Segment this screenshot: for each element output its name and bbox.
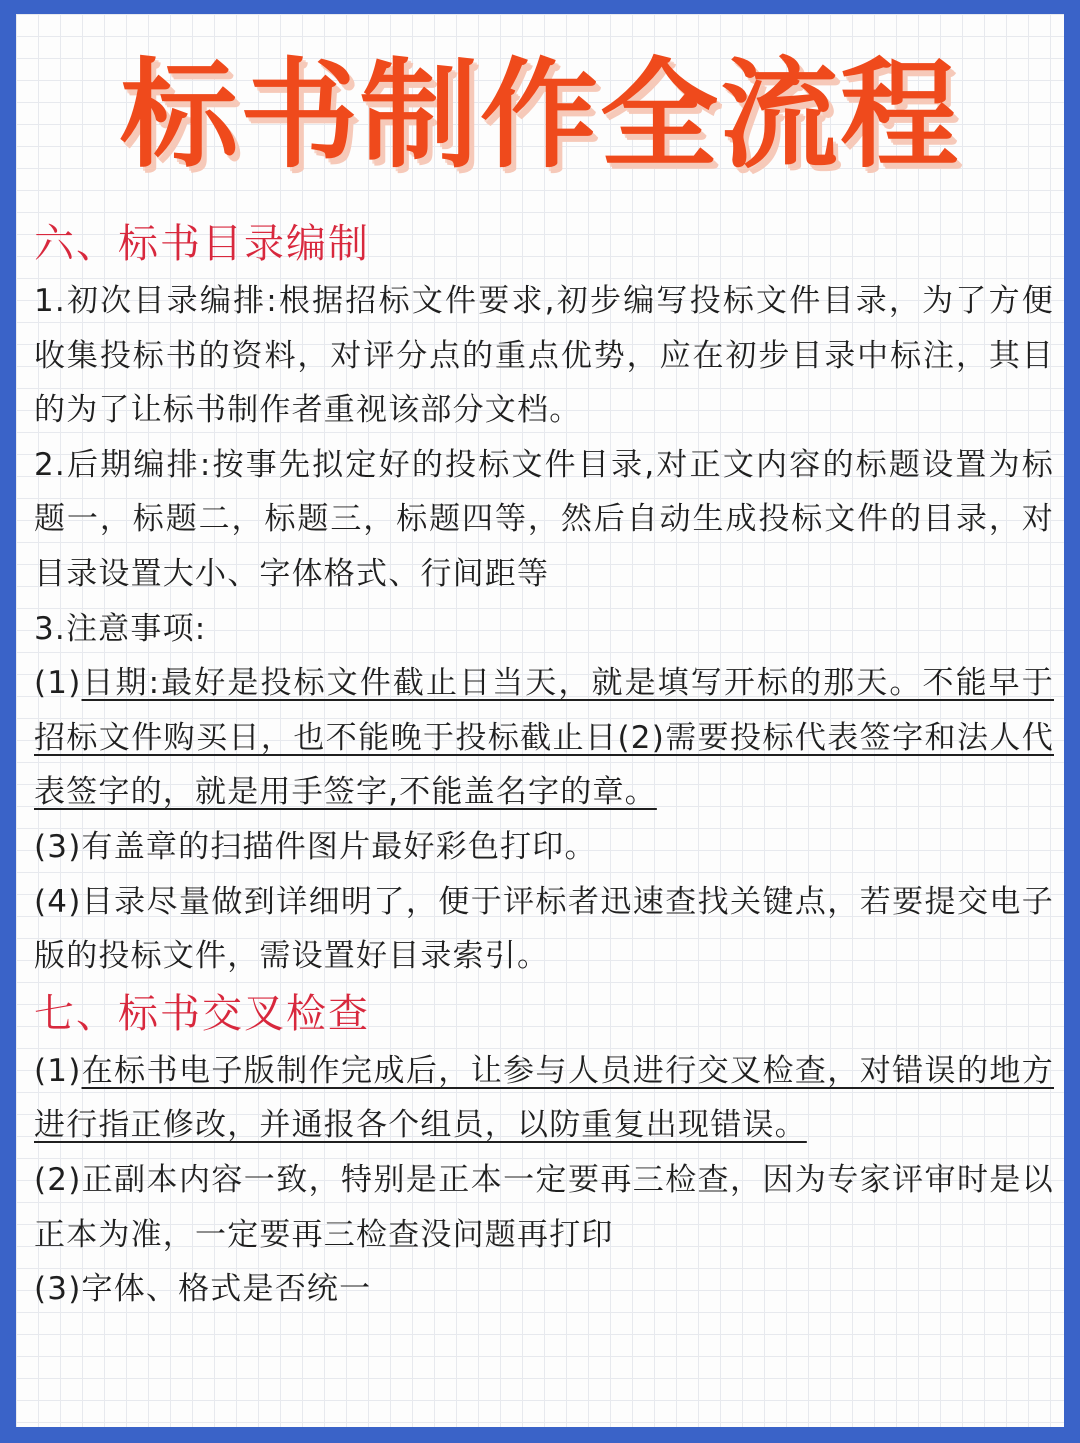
paragraph-font-format: (3)字体、格式是否统一 <box>34 1271 372 1308</box>
section-heading-cross-check: 七、标书交叉检查 <box>34 990 370 1037</box>
paragraph-later-arrangement: 2.后期编排:按事先拟定好的投标文件目录,对正文内容的标题设置为标题一，标题二，标题三，标题四等，然后自动生成投标文件的目录，对目录设置大小、字体格式、行间距等 <box>34 446 1054 592</box>
paragraph-notes-label: 3.注意事项: <box>34 610 207 647</box>
underlined-cross-check-text: 在标书电子版制作完成后，让参与人员进行交叉检查，对错误的地方进行指正修改，并通报各个组员，以防重复出现错误。 <box>34 1052 1054 1144</box>
paragraph-initial-directory: 1.初次目录编排:根据招标文件要求,初步编写投标文件目录，为了方便收集投标书的资料，对评分点的重点优势，应在初步目录中标注，其目的为了让标书制作者重视该部分文档。 <box>34 283 1054 429</box>
paragraph-note-directory-index: (4)目录尽量做到详细明了，便于评标者迅速查找关键点，若要提交电子版的投标文件，需设置好目录索引。 <box>34 883 1054 975</box>
note-prefix: (1) <box>34 1052 82 1089</box>
document-page <box>16 14 1064 1427</box>
note-prefix: (1) <box>34 665 82 702</box>
paragraph-note-scan-print: (3)有盖章的扫描件图片最好彩色打印。 <box>34 828 597 865</box>
content-area <box>34 214 1054 1317</box>
paragraph-original-copy: (2)正副本内容一致，特别是正本一定要再三检查，因为专家评审时是以正本为准，一定要再三检查没问题再打印 <box>34 1161 1054 1253</box>
paragraph-note-date-signature <box>34 656 1054 820</box>
page-title: 标书制作全流程 <box>119 46 960 184</box>
paragraph-cross-check <box>34 1044 1054 1153</box>
section-heading-directory: 六、标书目录编制 <box>34 221 370 267</box>
underlined-note-text: 日期:最好是投标文件截止日当天，就是填写开标的那天。不能早于招标文件购买日，也不能晚于投标截止日(2)需要投标代表签字和法人代表签字的，就是用手签字,不能盖名字的章。 <box>34 665 1054 811</box>
